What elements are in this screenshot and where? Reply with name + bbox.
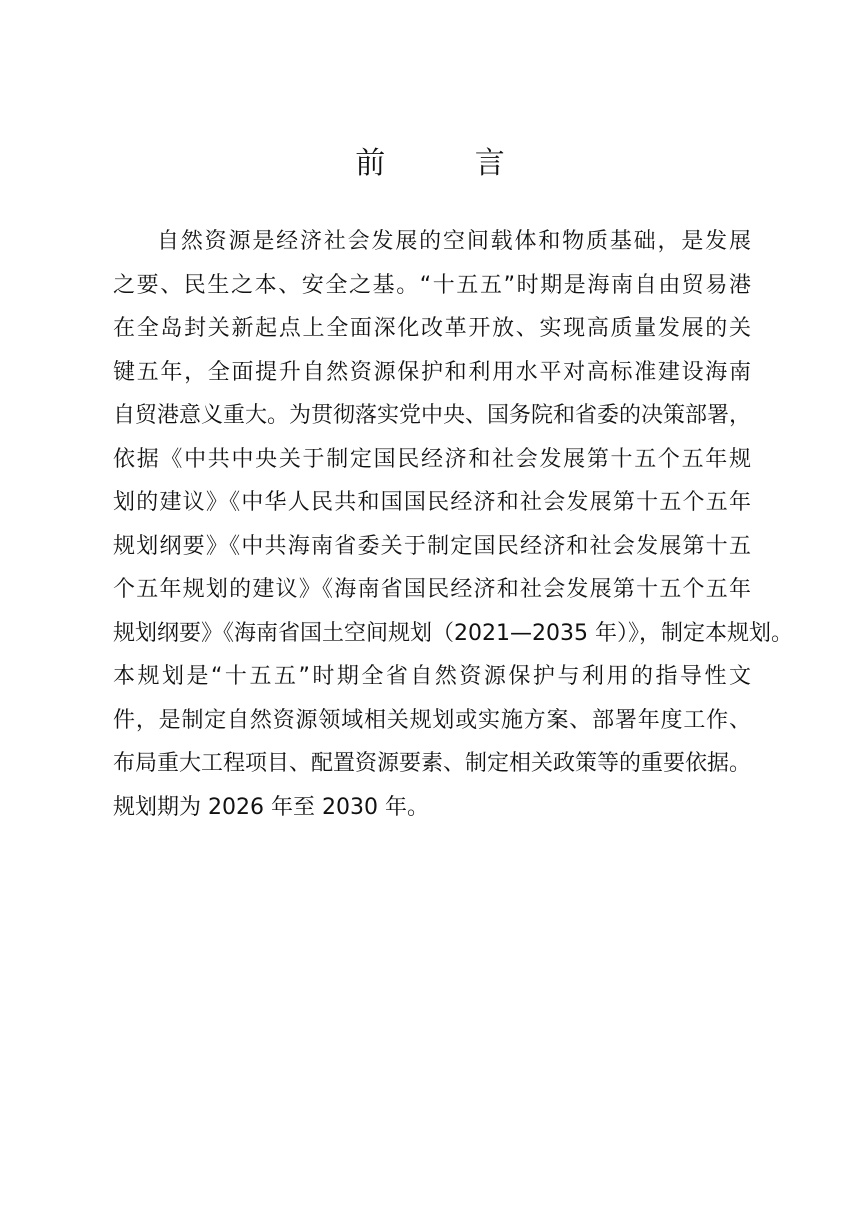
text-line: 划的建议》《中华人民共和国国民经济和社会发展第十五个五年 <box>113 490 751 515</box>
text-line: 个五年规划的建议》《海南省国民经济和社会发展第十五个五年 <box>113 577 751 602</box>
text-line: 规划期为 2026 年至 2030 年。 <box>113 794 429 820</box>
page-title: 前 言 <box>355 146 545 181</box>
text-line: 键五年，全面提升自然资源保护和利用水平对高标准建设海南 <box>113 359 751 385</box>
text-line: 在全岛封关新起点上全面深化改革开放、实现高质量发展的关 <box>113 316 751 341</box>
text-line: 之要、民生之本、安全之基。“十五五”时期是海南自由贸易港 <box>113 272 751 298</box>
text-line: 依据《中共中央关于制定国民经济和社会发展第十五个五年规 <box>113 446 751 472</box>
text-line: 本规划是“十五五”时期全省自然资源保护与利用的指导性文 <box>113 664 751 689</box>
text-line: 件，是制定自然资源领域相关规划或实施方案、部署年度工作、 <box>113 707 751 733</box>
text-line: 自贸港意义重大。为贯彻落实党中央、国务院和省委的决策部署， <box>113 403 752 428</box>
text-line: 布局重大工程项目、配置资源要素、制定相关政策等的重要依据。 <box>113 751 752 776</box>
text-line: 自然资源是经济社会发展的空间载体和物质基础，是发展 <box>157 229 751 254</box>
text-line: 规划纲要》《中共海南省委关于制定国民经济和社会发展第十五 <box>113 533 751 559</box>
text-line: 规划纲要》《海南省国土空间规划（2021—2035 年）》，制定本规划。 <box>113 620 793 646</box>
preface-paragraph <box>113 220 793 829</box>
